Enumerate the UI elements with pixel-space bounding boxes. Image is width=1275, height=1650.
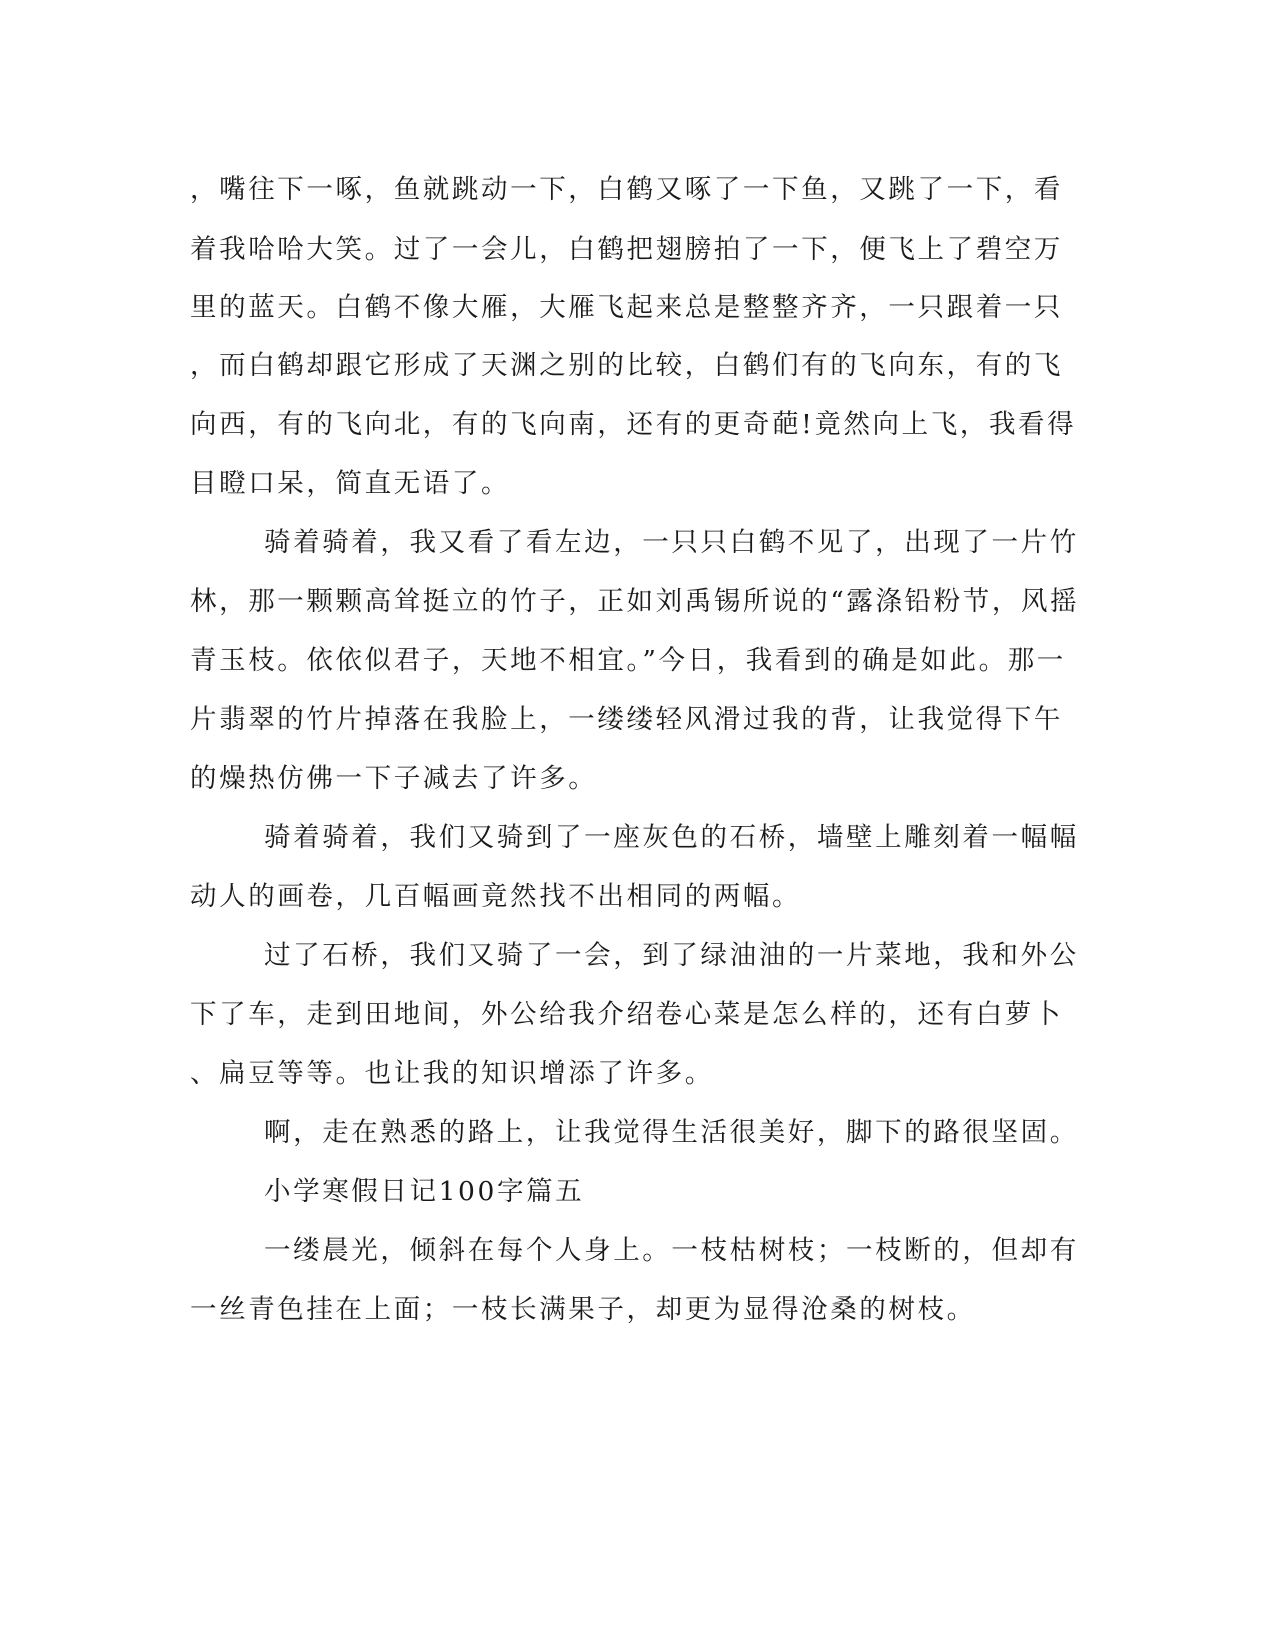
text-line: 目瞪口呆，简直无语了。 (190, 468, 511, 499)
text-line: 青玉枝。依依似君子，天地不相宜。”今日，我看到的确是如此。那一 (190, 645, 1066, 676)
text-line: ，嘴往下一啄，鱼就跳动一下，白鹤又啄了一下鱼，又跳了一下，看 (190, 174, 1063, 205)
text-line: 着我哈哈大笑。过了一会儿，白鹤把翅膀拍了一下，便飞上了碧空万 (190, 234, 1063, 265)
paragraph-first-line: 一缕晨光，倾斜在每个人身上。一枝枯树枝；一枝断的，但却有 (264, 1235, 1079, 1266)
text-line: 林，那一颗颗高耸挺立的竹子，正如刘禹锡所说的“露涤铅粉节，风摇 (190, 586, 1080, 617)
text-line: 、扁豆等等。也让我的知识增添了许多。 (190, 1058, 714, 1089)
paragraph-first-line: 过了石桥，我们又骑了一会，到了绿油油的一片菜地，我和外公 (264, 940, 1079, 971)
text-line: 的燥热仿佛一下子减去了许多。 (190, 763, 598, 794)
text-line: 下了车，走到田地间，外公给我介绍卷心菜是怎么样的，还有白萝卜 (190, 999, 1063, 1030)
text-line: 向西，有的飞向北，有的飞向南，还有的更奇葩!竟然向上飞，我看得 (190, 409, 1077, 440)
text-line: 一丝青色挂在上面；一枝长满果子，却更为显得沧桑的树枝。 (190, 1294, 976, 1325)
paragraph-first-line: 骑着骑着，我们又骑到了一座灰色的石桥，墙壁上雕刻着一幅幅 (264, 822, 1079, 853)
text-line: 片翡翠的竹片掉落在我脸上，一缕缕轻风滑过我的背，让我觉得下午 (190, 704, 1063, 735)
text-line: 里的蓝天。白鹤不像大雁，大雁飞起来总是整整齐齐，一只跟着一只 (190, 292, 1063, 323)
text-line: 动人的画卷，几百幅画竟然找不出相同的两幅。 (190, 881, 802, 912)
paragraph-first-line: 骑着骑着，我又看了看左边，一只只白鹤不见了，出现了一片竹 (264, 527, 1079, 558)
paragraph-first-line: 啊，走在熟悉的路上，让我觉得生活很美好，脚下的路很坚固。 (264, 1117, 1079, 1148)
text-line: ，而白鹤却跟它形成了天渊之别的比较，白鹤们有的飞向东，有的飞 (190, 350, 1063, 381)
section-heading: 小学寒假日记100字篇五 (264, 1176, 585, 1207)
